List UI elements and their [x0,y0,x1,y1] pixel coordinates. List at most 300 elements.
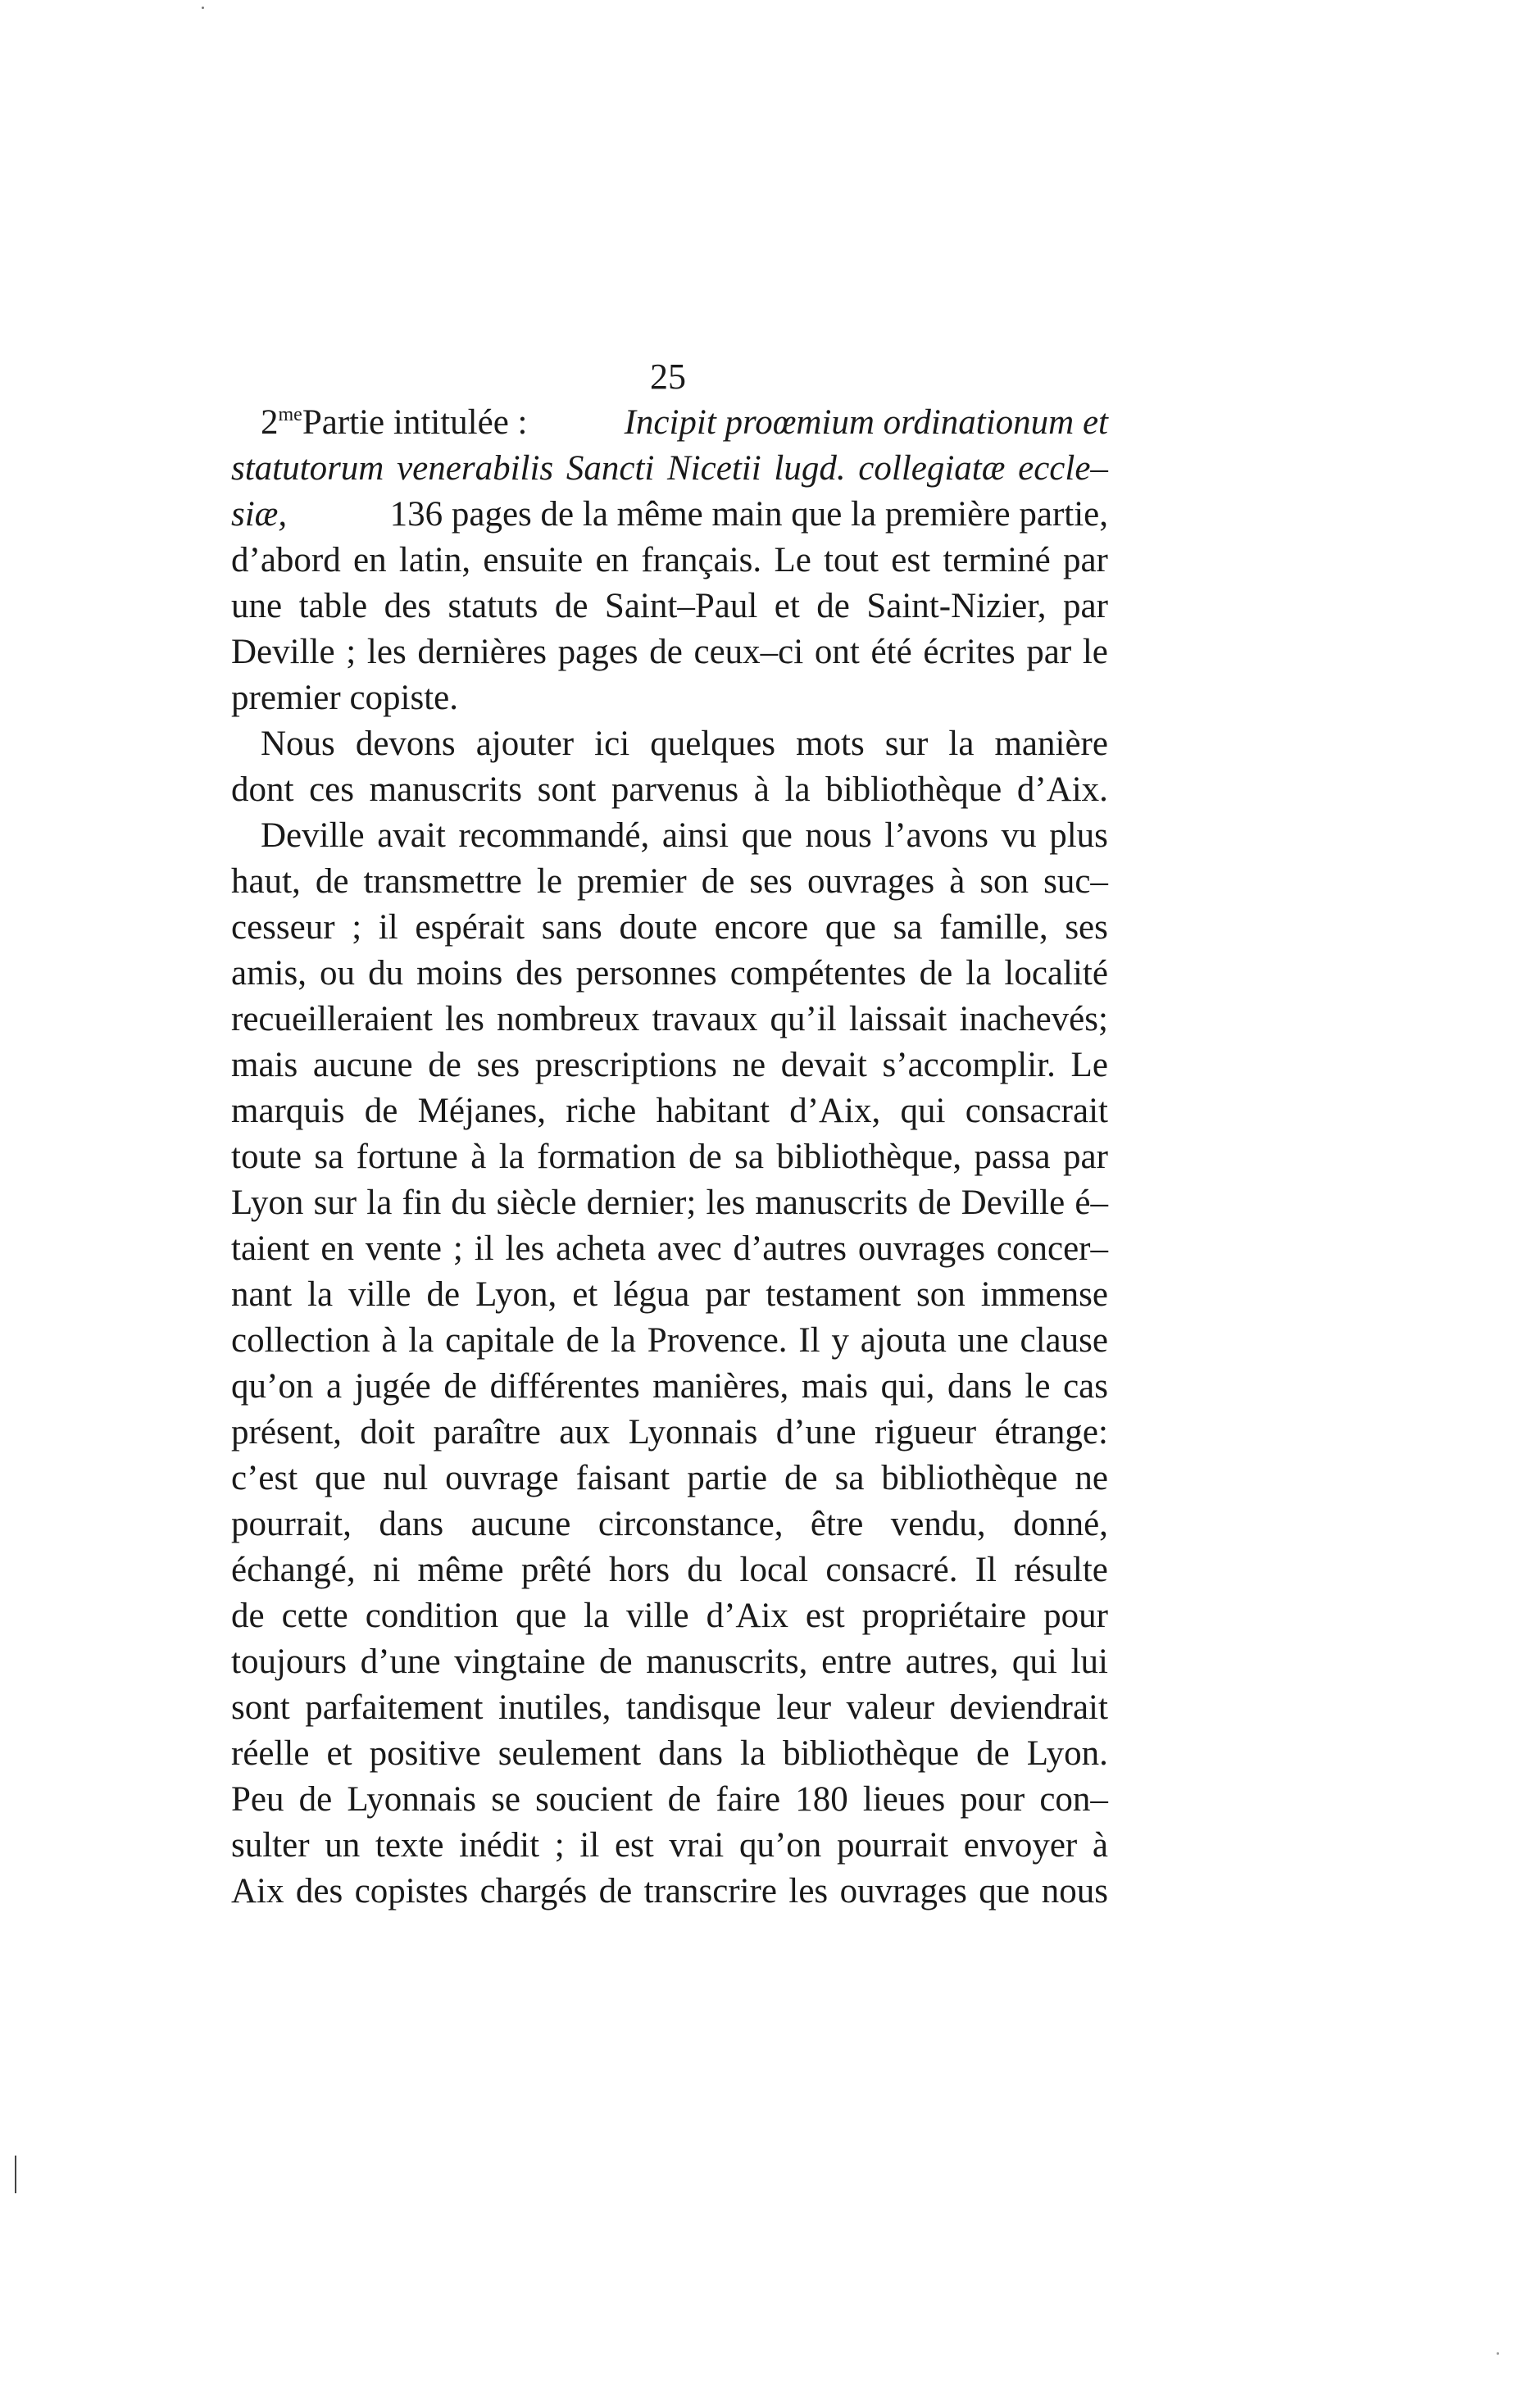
word: siècle [496,1184,577,1222]
word: l’avons [884,816,988,855]
word: de [364,1092,398,1130]
word: localité [1004,954,1108,993]
word: aucune [312,1046,413,1084]
latin-title-span: siæ, [231,495,288,534]
text-line [231,1456,1108,1502]
word: les [706,1184,746,1222]
word: été [870,633,912,671]
word: que [741,816,793,855]
text-line [231,1180,1108,1226]
word: lugd. [774,449,846,488]
word: ainsi [661,816,729,855]
word: pourrait [836,1826,949,1865]
word: aux [559,1413,611,1452]
word: de [688,1138,722,1176]
word: le [1025,1367,1051,1406]
text-line [231,1731,1108,1777]
word: qu’on [231,1367,314,1406]
word: échangé, [231,1551,356,1589]
word: est [805,1597,845,1635]
word: dans [947,1367,1012,1406]
word: ces [309,770,354,809]
word: dans [658,1734,723,1773]
word: être [810,1505,864,1543]
word: à [949,862,966,901]
word: ville [348,1275,411,1314]
word: la [584,1597,610,1635]
word: Nicetii [667,449,761,488]
word: parfaitement [305,1688,484,1727]
word: consacré. [825,1551,958,1589]
word: pourrait, [231,1505,352,1543]
word: capitale [445,1321,555,1360]
word: du [451,1184,487,1222]
word: vu [1001,816,1037,855]
word: hors [609,1551,670,1589]
word: par [1026,633,1072,671]
word: ou [320,954,356,993]
word: sur [313,1184,357,1222]
word: cas [1063,1367,1108,1406]
word: sa [834,1459,865,1497]
word: d’Aix, [789,1092,881,1130]
word: ouvrages [806,862,935,901]
word: acheta [556,1229,646,1268]
word: Provence. [647,1321,788,1360]
word: ne [732,1046,766,1084]
word: de [976,1734,1010,1773]
word: Lyon. [1026,1734,1108,1773]
text-line [231,584,1108,629]
text-line [231,675,1108,721]
word: con– [1039,1780,1108,1819]
word: de [298,1780,333,1819]
word: transcrire [643,1872,777,1910]
word: à [470,1138,487,1176]
word: devons [355,725,456,763]
word: par [1063,1138,1108,1176]
word: qui [900,1092,946,1130]
word: Deville [261,816,365,855]
word: laissait [848,1000,947,1038]
word: son [979,862,1029,901]
text-line [231,1547,1108,1593]
word: Saint–Paul [604,587,758,625]
margin-mark [15,2156,16,2193]
word: que [979,1872,1030,1910]
word: de [919,954,953,993]
word: concer– [996,1229,1108,1268]
text-line [231,1685,1108,1731]
ordinal-superscript: me [278,404,302,425]
word: envoyer [963,1826,1078,1865]
word: d’Aix [706,1597,788,1635]
text-line [231,1318,1108,1364]
word: formation [537,1138,676,1176]
speck-mark [1497,2352,1499,2355]
word: les [505,1229,545,1268]
word: positive [369,1734,481,1773]
text-line [231,813,1108,859]
word: vente [365,1229,442,1268]
word: qu’on [738,1826,822,1865]
text-line [231,1134,1108,1180]
word: latin, [398,541,471,579]
word: écrites [923,633,1015,671]
word: doute [619,908,697,947]
word: ici [594,725,630,763]
text-line [231,721,1108,767]
word: ajouta [860,1321,947,1360]
word: s’accomplir. [882,1046,1056,1084]
word: des [516,954,563,993]
word: jugée [354,1367,431,1406]
word: de [598,1872,633,1910]
word: Deville [961,1184,1065,1222]
word: tandisque [625,1688,761,1727]
text-line [231,1272,1108,1318]
word: en [320,1229,354,1268]
word: Saint-Nizier, [866,587,1047,625]
word: ni [372,1551,401,1589]
speck-mark [202,7,204,9]
word: Lyonnais [347,1780,477,1819]
text-line [231,629,1108,675]
word: ensuite [483,541,584,579]
word: un [325,1826,361,1865]
word: nant [231,1275,293,1314]
word: terminé [943,541,1051,579]
word: bibliothèque [783,1734,960,1773]
word: réelle [231,1734,310,1773]
text-line [231,492,1108,538]
word: recueilleraient [231,1000,433,1038]
word: ne [1075,1459,1108,1497]
text-line [231,1364,1108,1410]
word: vrai [669,1826,725,1865]
word: statutorum [231,449,384,488]
word: qui, [880,1367,935,1406]
text-line [231,1226,1108,1272]
word: Il [975,1551,997,1589]
word: du [687,1551,723,1589]
word: de [315,862,349,901]
word: inachevés; [959,1000,1108,1038]
word: les [366,633,407,671]
word: Deville [231,633,335,671]
word: le [1082,633,1108,671]
word: d’une [775,1413,856,1452]
word: Aix [231,1872,284,1910]
text-line [231,1410,1108,1456]
word: et [774,587,800,625]
word: table [298,587,368,625]
word: valeur [846,1688,935,1727]
word: ouvrages [839,1872,967,1910]
word: paraître [433,1413,541,1452]
word: même [417,1551,504,1589]
word: la [610,1321,636,1360]
word: du [368,954,404,993]
text-line [231,538,1108,584]
word: de [566,1321,600,1360]
word: soucient [535,1780,653,1819]
word: d’Aix. [1016,770,1108,809]
word: cesseur [231,908,335,947]
word: compétentes [729,954,906,993]
word: de [917,1184,952,1222]
word: local [739,1551,809,1589]
word: travaux [652,1000,758,1038]
word: que [825,908,876,947]
word: aucune [470,1505,571,1543]
word: transmettre [363,862,522,901]
text-line [231,1043,1108,1088]
word: dans [379,1505,444,1543]
word: en [595,541,629,579]
word: tout [824,541,879,579]
word: et [326,1734,352,1773]
word: habitant [656,1092,770,1130]
word: manière [994,725,1108,763]
word: la [498,1138,525,1176]
word: condition [365,1597,499,1635]
text-line [231,1777,1108,1823]
word: rigueur [874,1413,977,1452]
word: de [816,587,850,625]
word: testament [766,1275,902,1314]
word: de [443,1367,477,1406]
word: étrange: [994,1413,1108,1452]
word: Sancti [566,449,655,488]
word: bibliothèque, [776,1138,962,1176]
text-line [231,905,1108,951]
word: sa [314,1138,344,1176]
word: recommandé, [458,816,650,855]
word: de [784,1459,818,1497]
word: légua [613,1275,690,1314]
word: moins [416,954,503,993]
word: est [891,541,931,579]
word: de [667,1780,702,1819]
word: mais [801,1367,869,1406]
word: à [753,770,770,809]
word: collegiatæ [858,449,1006,488]
word: ; [352,908,362,947]
word: 180 [795,1780,848,1819]
word: dernières [417,633,547,671]
text-line [231,1869,1108,1915]
text-line [231,859,1108,905]
word: copistes [354,1872,469,1910]
word: mais [231,1046,298,1084]
word: il [474,1229,494,1268]
word: circonstance, [597,1505,784,1543]
word: parvenus [611,770,739,809]
word: devait [780,1046,867,1084]
word: et [572,1275,598,1314]
word: entre [821,1642,893,1681]
word: fin [402,1184,442,1222]
word: sulter [231,1826,310,1865]
word: personnes [575,954,717,993]
word: Nous [261,725,335,763]
word: que [516,1597,567,1635]
word: propriétaire [861,1597,1027,1635]
word: donné, [1013,1505,1108,1543]
word: cette [281,1597,348,1635]
text-line [231,951,1108,997]
word: il [579,1826,600,1865]
word: sont [231,1688,290,1727]
text-line [231,1639,1108,1685]
word: de [599,1642,633,1681]
word: lieues [862,1780,946,1819]
text-line [231,997,1108,1043]
word: dont [231,770,294,809]
ordinal-number: 2 [261,403,279,442]
word: sa [893,908,923,947]
word: de [426,1275,461,1314]
word: partie [687,1459,768,1497]
word: statuts [448,587,538,625]
text-span: Partie intitulée : [302,403,528,442]
word: que [315,1459,366,1497]
word: prêté [520,1551,592,1589]
word: Le [774,541,811,579]
word: Le [1070,1046,1108,1084]
word: avait [377,816,446,855]
word: riche [566,1092,637,1130]
word: toute [231,1138,302,1176]
word: faire [716,1780,781,1819]
word: ses [476,1046,520,1084]
text-span: 136 pages de la même main que la première partie, [389,495,1108,534]
word: haut, [231,862,301,901]
word: ouvrages [857,1229,986,1268]
word: collection [231,1321,370,1360]
word: eccle– [1018,449,1108,488]
word: lui [1070,1642,1108,1681]
word: la [784,770,811,809]
word: la [740,1734,766,1773]
word: nul [383,1459,429,1497]
word: manières, [652,1367,789,1406]
word: la [307,1275,334,1314]
text-line [231,767,1108,813]
word: doit [360,1413,416,1452]
word: Lyon, [475,1275,557,1314]
text-line [231,1502,1108,1547]
word: pour [1043,1597,1108,1635]
word: la [408,1321,434,1360]
word: les [788,1872,829,1910]
word: taient [231,1229,310,1268]
word: nous [805,816,872,855]
word: dernier; [586,1184,697,1222]
word: Méjanes, [417,1092,547,1130]
word: premier [576,862,687,901]
latin-title-span: Incipit proœmium ordinationum et [624,403,1108,442]
body-text [231,400,1108,1915]
word: la [366,1184,393,1222]
word: Lyon [231,1184,304,1222]
word: sans [541,908,602,947]
word: la [948,725,975,763]
page-number: 25 [650,357,686,397]
word: ceux–ci [693,633,804,671]
word: c’est [231,1459,298,1497]
word: texte [375,1826,444,1865]
word: chargés [479,1872,588,1910]
word: marquis [231,1092,345,1130]
word: é– [1075,1184,1108,1222]
word: venerabilis [397,449,554,488]
word: manuscrits, [646,1642,808,1681]
word: amis, [231,954,307,993]
word: quelques [650,725,776,763]
word: famille, [939,908,1048,947]
text-line [231,446,1108,492]
word: consacrait [965,1092,1108,1130]
word: son [916,1275,966,1314]
word: bibliothèque [825,770,1002,809]
word: d’une [360,1642,441,1681]
word: manuscrits [755,1184,908,1222]
word: Il [798,1321,820,1360]
word: mots [796,725,865,763]
word: ; [452,1229,463,1268]
word: pour [960,1780,1025,1819]
word: des [384,587,431,625]
word: toujours [231,1642,347,1681]
word: par [1062,541,1108,579]
text-line [231,400,1108,446]
word: manuscrits [369,770,522,809]
word: à [381,1321,398,1360]
word: une [231,587,283,625]
text-line [231,1088,1108,1134]
word: sa [734,1138,764,1176]
word: encore [714,908,809,947]
word: vendu, [890,1505,986,1543]
word: vingtaine [454,1642,586,1681]
word: sur [884,725,929,763]
word: d’autres [733,1229,847,1268]
word: autres, [905,1642,999,1681]
word: immense [980,1275,1108,1314]
word: ajouter [475,725,575,763]
word: à [1092,1826,1108,1865]
word: se [491,1780,521,1819]
word: avec [657,1229,722,1268]
word: passa [974,1138,1051,1176]
word: est [614,1826,654,1865]
word: par [705,1275,751,1314]
word: de [231,1597,265,1635]
word: plus [1049,816,1108,855]
word: Lyonnais [628,1413,758,1452]
text-span: premier copiste. [231,679,459,717]
word: les [445,1000,484,1038]
word: espérait [415,908,525,947]
word: leur [776,1688,832,1727]
word: ouvrage [445,1459,559,1497]
word: ses [1065,908,1108,947]
word: sont [537,770,597,809]
word: inédit [459,1826,540,1865]
word: il [378,908,398,947]
